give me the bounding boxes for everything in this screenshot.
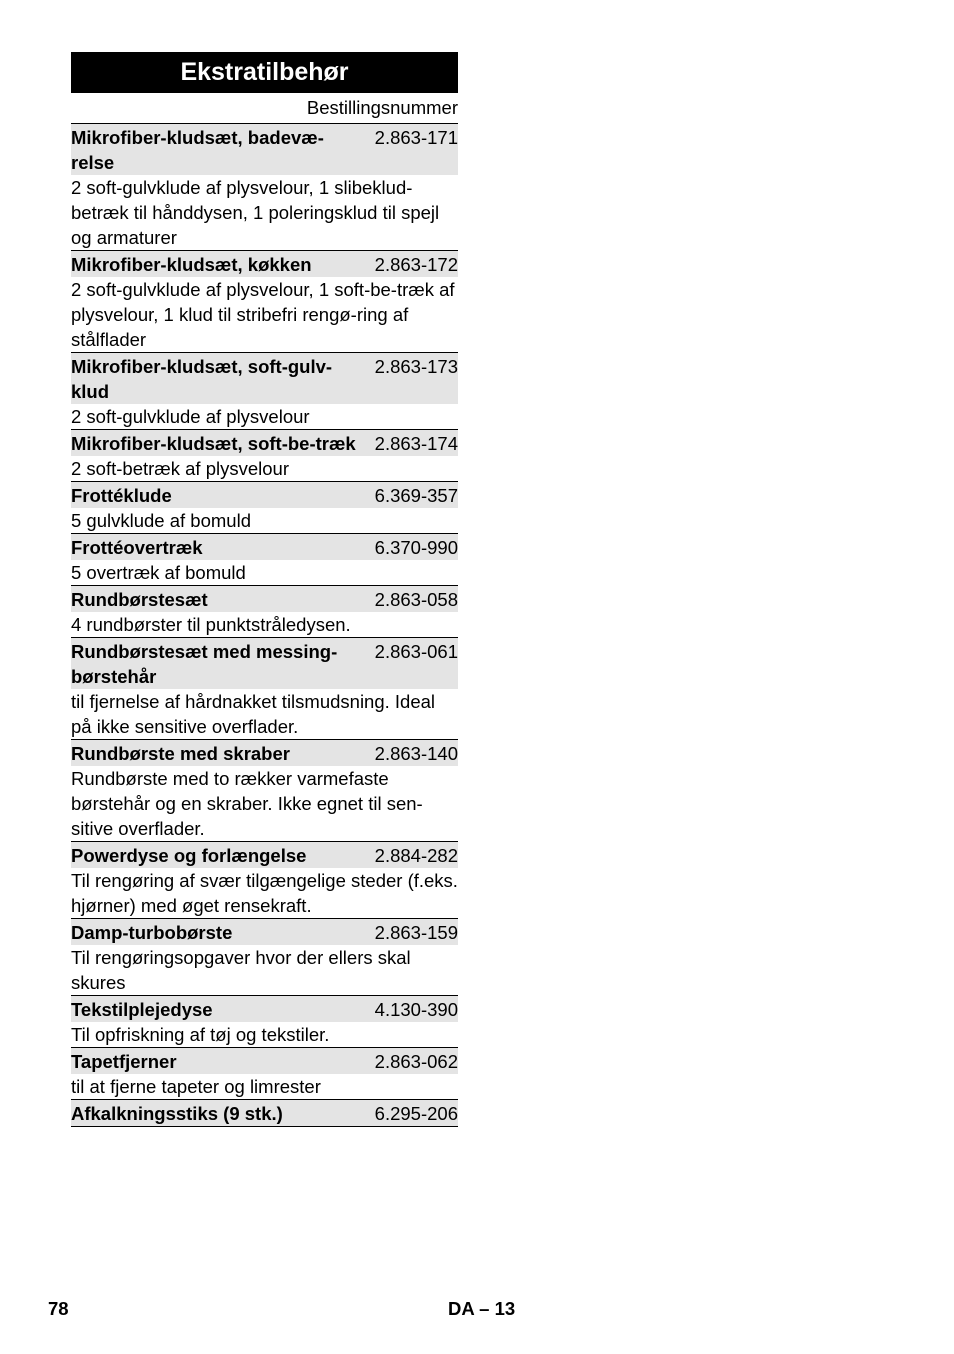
- accessory-description: 2 soft-betræk af plysvelour: [71, 458, 289, 479]
- accessory-description: 5 gulvklude af bomuld: [71, 510, 251, 531]
- accessory-name: Frottéovertræk: [71, 537, 203, 558]
- accessory-item-header: [71, 586, 458, 612]
- order-number: 6.295-206: [374, 1103, 458, 1124]
- accessory-item-header: [71, 842, 458, 868]
- accessory-item: [71, 251, 458, 353]
- accessory-item-header: [71, 638, 458, 689]
- accessory-item-header: [71, 251, 458, 277]
- accessory-name: Damp-turbobørste: [71, 922, 233, 943]
- accessory-item-header: [71, 1048, 458, 1074]
- section-title: Ekstratilbehør: [71, 52, 458, 93]
- order-number: 2.863-058: [374, 589, 458, 610]
- section-page-label: DA – 13: [448, 1298, 516, 1319]
- accessory-description: 2 soft-gulvklude af plysvelour, 1 soft-be-træk af plysvelour, 1 klud til stribefri rengø-ring af stålflader: [71, 279, 455, 350]
- order-number: 2.863-174: [374, 433, 458, 454]
- accessory-item-header: [71, 740, 458, 766]
- accessory-item-header: [71, 353, 458, 404]
- accessory-item-header: [71, 919, 458, 945]
- accessory-name: Mikrofiber-kludsæt, soft-gulv-klud: [71, 356, 333, 402]
- order-number: 2.863-140: [374, 743, 458, 764]
- accessory-name: Mikrofiber-kludsæt, badevæ-relse: [71, 127, 324, 173]
- accessory-description: Rundbørste med to rækker varmefaste børstehår og en skraber. Ikke egnet til sen-sitive overflader.: [71, 768, 423, 839]
- accessory-description: 2 soft-gulvklude af plysvelour: [71, 406, 310, 427]
- accessory-name: Powerdyse og forlængelse: [71, 845, 307, 866]
- accessory-description: Til opfriskning af tøj og tekstiler.: [71, 1024, 330, 1045]
- accessory-item: [71, 586, 458, 638]
- order-number: 6.370-990: [374, 537, 458, 558]
- accessory-name: Rundbørstesæt: [71, 589, 208, 610]
- accessory-name: Tekstilplejedyse: [71, 999, 213, 1020]
- order-number: 2.863-062: [374, 1051, 458, 1072]
- accessory-name: Tapetfjerner: [71, 1051, 177, 1072]
- order-number-column-header: Bestillingsnummer: [71, 93, 458, 124]
- accessories-section: [71, 52, 458, 1127]
- accessory-name: Mikrofiber-kludsæt, køkken: [71, 254, 312, 275]
- accessory-list: [71, 124, 458, 1127]
- order-number: 2.863-171: [374, 127, 458, 148]
- accessory-description: 4 rundbørster til punktstråledysen.: [71, 614, 351, 635]
- order-number: 6.369-357: [374, 485, 458, 506]
- page-number: 78: [48, 1298, 69, 1319]
- accessory-item: [71, 534, 458, 586]
- accessory-item-header: [71, 1100, 458, 1126]
- accessory-name: Rundbørstesæt med messing-børstehår: [71, 641, 338, 687]
- accessory-item-header: [71, 124, 458, 175]
- accessory-item: [71, 124, 458, 251]
- accessory-item-header: [71, 534, 458, 560]
- accessory-item: [71, 842, 458, 919]
- order-number: 2.863-172: [374, 254, 458, 275]
- accessory-name: Afkalkningsstiks (9 stk.): [71, 1103, 283, 1124]
- accessory-name: Rundbørste med skraber: [71, 743, 290, 764]
- accessory-item: [71, 740, 458, 842]
- accessory-item: [71, 919, 458, 996]
- accessory-item-header: [71, 996, 458, 1022]
- accessory-description: til fjernelse af hårdnakket tilsmudsning. Ideal på ikke sensitive overflader.: [71, 691, 436, 737]
- accessory-item: [71, 482, 458, 534]
- accessory-item: [71, 638, 458, 740]
- order-number: 2.863-061: [374, 641, 458, 662]
- accessory-name: Mikrofiber-kludsæt, soft-be-træk: [71, 433, 356, 454]
- accessory-item: [71, 1100, 458, 1127]
- accessory-item-header: [71, 430, 458, 456]
- order-number: 4.130-390: [374, 999, 458, 1020]
- accessory-item: [71, 1048, 458, 1100]
- order-number: 2.863-173: [374, 356, 458, 377]
- accessory-name: Frottéklude: [71, 485, 172, 506]
- accessory-item-header: [71, 482, 458, 508]
- order-number: 2.884-282: [374, 845, 458, 866]
- accessory-description: til at fjerne tapeter og limrester: [71, 1076, 321, 1097]
- accessory-description: 2 soft-gulvklude af plysvelour, 1 slibeklud-betræk til hånddysen, 1 poleringsklud til spejl og armaturer: [71, 177, 440, 248]
- accessory-description: Til rengøringsopgaver hvor der ellers skal skures: [71, 947, 411, 993]
- order-number: 2.863-159: [374, 922, 458, 943]
- accessory-description: Til rengøring af svær tilgængelige steder (f.eks. hjørner) med øget rensekraft.: [71, 870, 458, 916]
- accessory-item: [71, 996, 458, 1048]
- accessory-item: [71, 353, 458, 430]
- accessory-item: [71, 430, 458, 482]
- accessory-description: 5 overtræk af bomuld: [71, 562, 246, 583]
